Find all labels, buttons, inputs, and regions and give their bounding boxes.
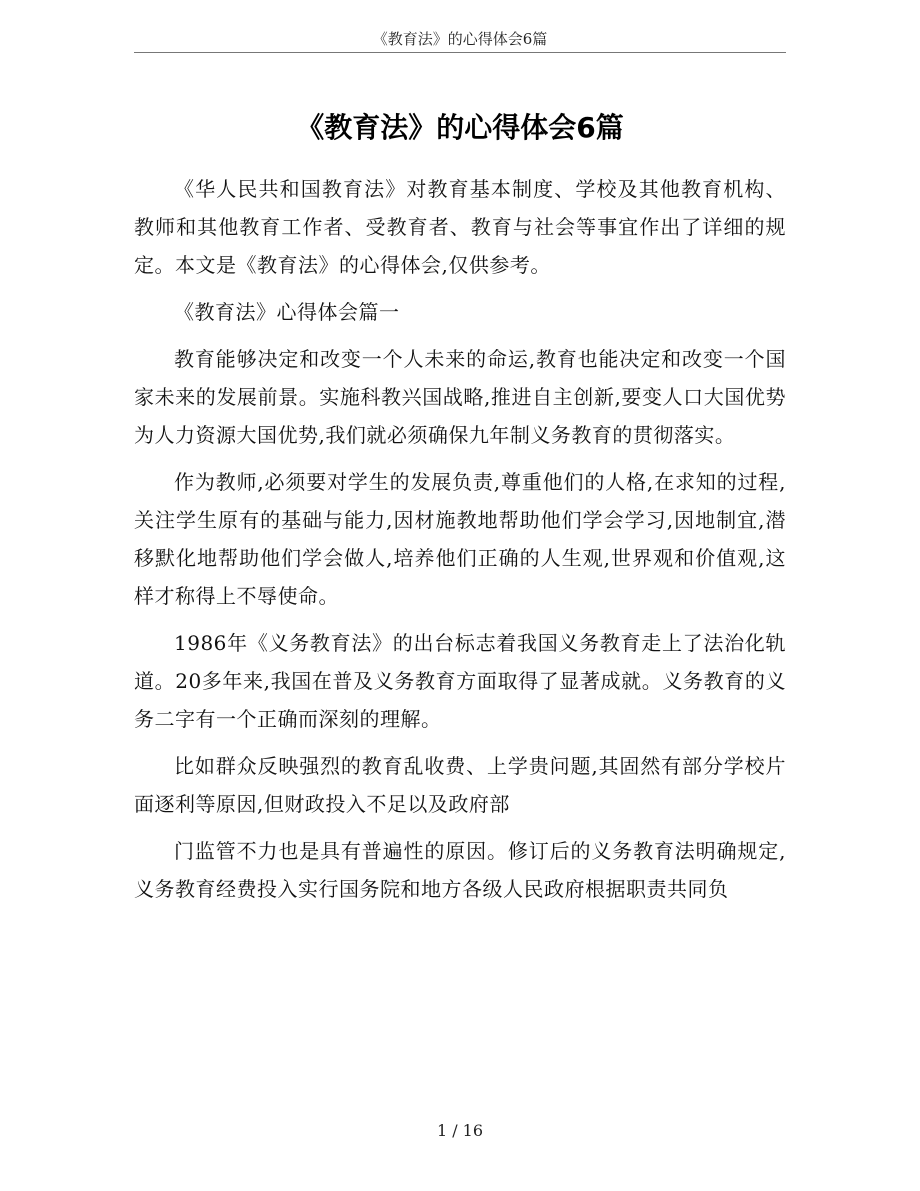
body-paragraph: 门监管不力也是具有普遍性的原因。修订后的义务教育法明确规定,义务教育经费投入实行国务院和地方各级人民政府根据职责共同负 [134,839,786,901]
body-paragraph: 比如群众反映强烈的教育乱收费、上学贵问题,其固然有部分学校片面逐利等原因,但财政投入不足以及政府部 [134,754,786,816]
header-divider [134,52,786,53]
intro-paragraph: 《华人民共和国教育法》对教育基本制度、学校及其他教育机构、教师和其他教育工作者、受教育者、教育与社会等事宜作出了详细的规定。本文是《教育法》的心得体会,仅供参考。 [134,177,786,277]
body-paragraph: 教育能够决定和改变一个人未来的命运,教育也能决定和改变一个国家未来的发展前景。实施科教兴国战略,推进自主创新,要变人口大国优势为人力资源大国优势,我们就必须确保九年制义务教育的贯彻落实。 [134,347,786,447]
section-heading: 《教育法》心得体会篇一 [174,300,400,324]
running-header: 《教育法》的心得体会6篇 [372,30,548,48]
page-number: 1 / 16 [436,1121,484,1140]
document-body [134,170,786,917]
body-paragraph: 1986年《义务教育法》的出台标志着我国义务教育走上了法治化轨道。20多年来,我国在普及义务教育方面取得了显著成就。义务教育的义务二字有一个正确而深刻的理解。 [134,631,786,731]
body-paragraph: 作为教师,必须要对学生的发展负责,尊重他们的人格,在求知的过程,关注学生原有的基础与能力,因材施教地帮助他们学会学习,因地制宜,潜移默化地帮助他们学会做人,培养他们正确的人生观,世界观和价值观,这样才称得上不辱使命。 [134,470,786,608]
document-title: 《教育法》的心得体会6篇 [296,111,624,144]
